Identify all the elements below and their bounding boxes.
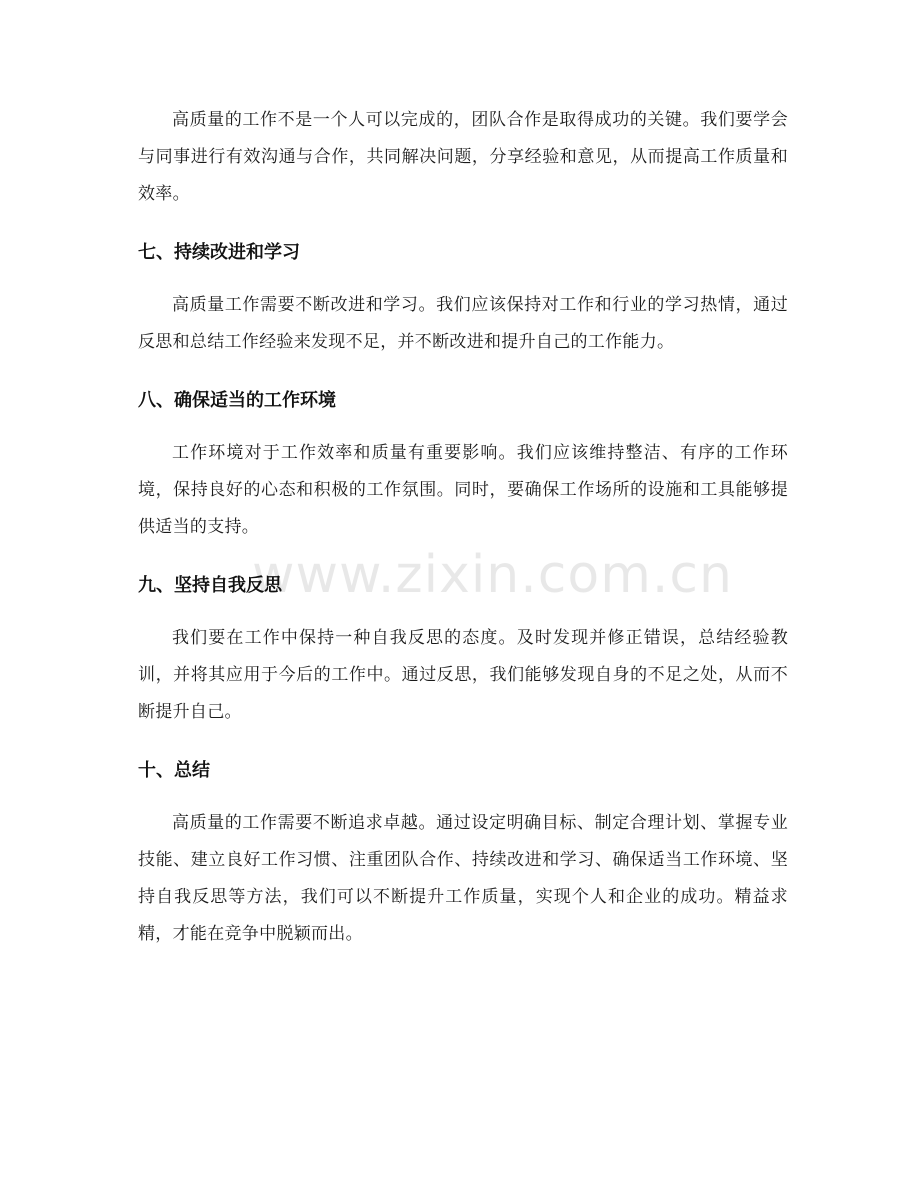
- section-body-10: 高质量的工作需要不断追求卓越。通过设定明确目标、制定合理计划、掌握专业技能、建立良好工作习惯、注重团队合作、持续改进和学习、确保适当工作环境、坚持自我反思等方法，我们可以不断提升工作质量，实现个人和企业的成功。精益求精，才能在竞争中脱颖而出。: [138, 813, 788, 944]
- document-body: [138, 102, 788, 953]
- intro-paragraph: 高质量的工作不是一个人可以完成的，团队合作是取得成功的关键。我们要学会与同事进行有效沟通与合作，共同解决问题，分享经验和意见，从而提高工作质量和效率。: [138, 110, 788, 204]
- section-heading-8: 八、确保适当的工作环境: [138, 390, 336, 411]
- watermark: www.zixin.com.cn: [252, 545, 733, 605]
- section-body-9: 我们要在工作中保持一种自我反思的态度。及时发现并修正错误，总结经验教训，并将其应用于今后的工作中。通过反思，我们能够发现自身的不足之处，从而不断提升自己。: [138, 628, 788, 722]
- section-heading-10: 十、总结: [138, 760, 210, 781]
- section-body-8: 工作环境对于工作效率和质量有重要影响。我们应该维持整洁、有序的工作环境，保持良好的心态和积极的工作氛围。同时，要确保工作场所的设施和工具能够提供适当的支持。: [138, 443, 788, 537]
- section-body-7: 高质量工作需要不断改进和学习。我们应该保持对工作和行业的学习热情，通过反思和总结工作经验来发现不足，并不断改进和提升自己的工作能力。: [138, 295, 788, 352]
- section-heading-7: 七、持续改进和学习: [138, 242, 300, 263]
- section-heading-9: 九、坚持自我反思: [138, 575, 282, 596]
